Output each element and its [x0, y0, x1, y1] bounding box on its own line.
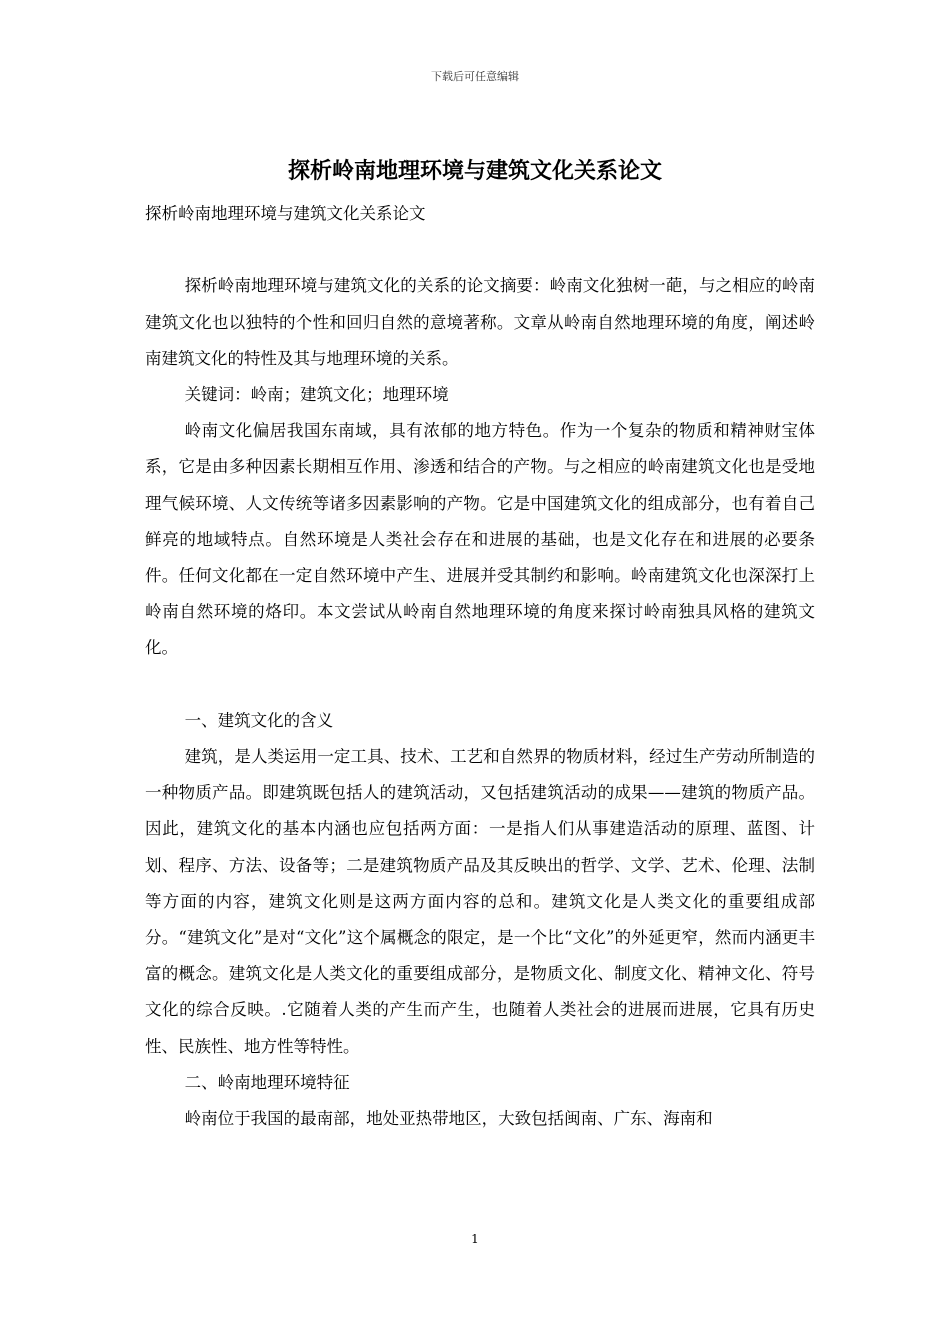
intro-paragraph: 岭南文化偏居我国东南域，具有浓郁的地方特色。作为一个复杂的物质和精神财宝体系，它是由多种因素长期相互作用、渗透和结合的产物。与之相应的岭南建筑文化也是受地理气候环境、人文传统等诸多因素影响的产物。它是中国建筑文化的组成部分，也有着自己鲜亮的地域特点。自然环境是人类社会存在和进展的基础，也是文化存在和进展的必要条件。任何文化都在一定自然环境中产生、进展并受其制约和影响。岭南建筑文化也深深打上岭南自然环境的烙印。本文尝试从岭南自然地理环境的角度来探讨岭南独具风格的建筑文化。 [145, 421, 815, 658]
abstract-paragraph: 探析岭南地理环境与建筑文化的关系的论文摘要：岭南文化独树一葩，与之相应的岭南建筑文化也以独特的个性和回归自然的意境著称。文章从岭南自然地理环境的角度，阐述岭南建筑文化的特性及其与地理环境的关系。 [145, 276, 815, 368]
blank-line [145, 232, 815, 268]
section2-heading: 二、岭南地理环境特征 [184, 1072, 350, 1092]
document-subtitle: 探析岭南地理环境与建筑文化关系论文 [145, 204, 426, 223]
blank-line [145, 667, 815, 703]
page-header-note: 下载后可任意编辑 [431, 70, 519, 83]
document-title: 探析岭南地理环境与建筑文化关系论文 [287, 158, 662, 184]
document-body [145, 196, 815, 1137]
keywords-line: 关键词：岭南；建筑文化；地理环境 [184, 385, 449, 404]
section2-paragraph: 岭南位于我国的最南部，地处亚热带地区，大致包括闽南、广东、海南和 [184, 1109, 713, 1129]
page-number: 1 [471, 1232, 479, 1246]
section1-paragraph: 建筑，是人类运用一定工具、技术、工艺和自然界的物质材料，经过生产劳动所制造的一种物质产品。即建筑既包括人的建筑活动，又包括建筑活动的成果——建筑的物质产品。因此，建筑文化的基本内涵也应包括两方面：一是指人们从事建造活动的原理、蓝图、计划、程序、方法、设备等；二是建筑物质产品及其反映出的哲学、文学、艺术、伦理、法制等方面的内容，建筑文化则是这两方面内容的总和。建筑文化是人类文化的重要组成部分。“建筑文化”是对“文化”这个属概念的限定，是一个比“文化”的外延更窄，然而内涵更丰富的概念。建筑文化是人类文化的重要组成部分，是物质文化、制度文化、精神文化、符号文化的综合反映。.它随着人类的产生而产生，也随着人类社会的进展而进展，它具有历史性、民族性、地方性等特性。 [145, 747, 815, 1056]
section1-heading: 一、建筑文化的含义 [184, 710, 334, 730]
